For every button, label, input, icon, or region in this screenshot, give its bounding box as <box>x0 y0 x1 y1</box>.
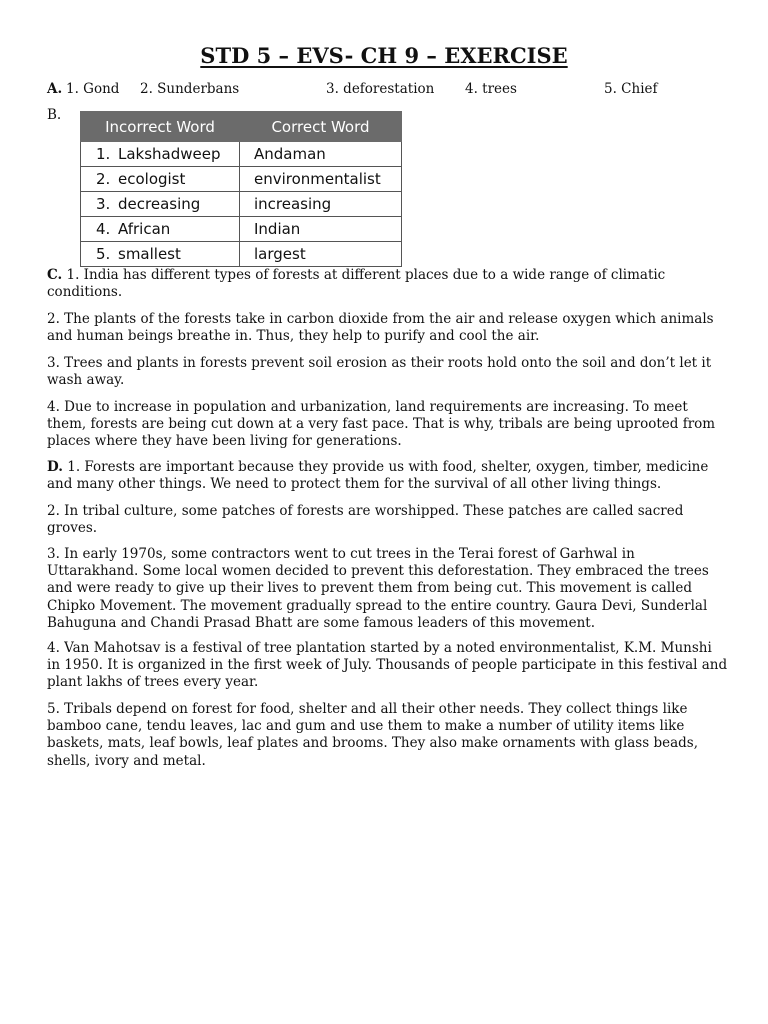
section-a-answer-5: 5. Chief <box>604 81 658 97</box>
section-c-answer-4: 4. Due to increase in population and urbanization, land requirements are increasing. To meet them, forests are being cut down at a very fast pace. That is why, tribals are being uprooted from places where they have been living for generations. <box>47 399 716 450</box>
incorrect-word: ecologist <box>118 170 186 188</box>
section-a-label: A. <box>47 81 63 97</box>
table-row <box>81 242 402 267</box>
section-d-answer-2: 2. In tribal culture, some patches of forests are worshipped. These patches are called sacred groves. <box>47 503 684 537</box>
incorrect-word-cell <box>81 142 240 167</box>
section-b-label: B. <box>47 107 62 123</box>
section-c-answer-3: 3. Trees and plants in forests prevent soil erosion as their roots hold onto the soil and don’t let it wash away. <box>47 355 712 389</box>
section-c-answer-2: 2. The plants of the forests take in carbon dioxide from the air and release oxygen which animals and human beings breathe in. Thus, they help to purify and cool the air. <box>47 311 714 345</box>
correct-word: increasing <box>240 192 402 217</box>
incorrect-word-cell <box>81 167 240 192</box>
correct-word: Andaman <box>240 142 402 167</box>
table-header-row <box>81 112 402 142</box>
section-a-answer-2: 2. Sunderbans <box>140 81 240 97</box>
incorrect-word: Lakshadweep <box>118 145 221 163</box>
table-row <box>81 142 402 167</box>
correct-word: largest <box>240 242 402 267</box>
table-row <box>81 217 402 242</box>
page-title <box>0 42 768 70</box>
section-a-answer-4: 4. trees <box>465 81 517 97</box>
correct-word: Indian <box>240 217 402 242</box>
row-number: 3. <box>96 195 111 213</box>
incorrect-word-cell <box>81 192 240 217</box>
incorrect-word-cell <box>81 217 240 242</box>
page-title-text: STD 5 – EVS- CH 9 – EXERCISE <box>200 43 568 68</box>
table-row <box>81 167 402 192</box>
row-number: 2. <box>96 170 111 188</box>
incorrect-word: African <box>118 220 171 238</box>
incorrect-word-cell <box>81 242 240 267</box>
table-row <box>81 192 402 217</box>
section-d-answer-3: 3. In early 1970s, some contractors went to cut trees in the Terai forest of Garhwal in Uttarakhand. Some local women decided to prevent this deforestation. They embraced the trees and were ready to give up their lives to prevent them from being cut. This movement is called Chipko Movement. The movement gradually spread to the entire country. Gaura Devi, Sunderlal Bahuguna and Chandi Prasad Bhatt are some famous leaders of this movement. <box>47 546 709 631</box>
header-incorrect-word: Incorrect Word <box>81 112 240 142</box>
section-a-answer-3: 3. deforestation <box>326 81 435 97</box>
section-d-answer-1 <box>47 459 729 493</box>
correct-word: environmentalist <box>240 167 402 192</box>
section-d-answer-5: 5. Tribals depend on forest for food, shelter and all their other needs. They collect things like bamboo cane, tendu leaves, lac and gum and use them to make a number of utility items like baskets, mats, leaf bowls, leaf plates and brooms. They also make ornaments with glass beads, shells, ivory and metal. <box>47 701 698 769</box>
incorrect-word: smallest <box>118 245 181 263</box>
incorrect-word: decreasing <box>118 195 201 213</box>
section-d-answer-4: 4. Van Mahotsav is a festival of tree plantation started by a noted environmentalist, K.M. Munshi in 1950. It is organized in the first week of July. Thousands of people participate in this festival and plant lakhs of trees every year. <box>47 640 728 691</box>
section-d-label: D. <box>47 459 63 475</box>
answer-text: 1. India has different types of forests at different places due to a wide range of climatic conditions. <box>47 267 666 301</box>
section-a-answer-1: 1. Gond <box>66 81 120 97</box>
row-number: 4. <box>96 220 111 238</box>
row-number: 5. <box>96 245 111 263</box>
word-correction-table <box>80 111 402 267</box>
answer-text: 1. Forests are important because they provide us with food, shelter, oxygen, timber, medicine and many other things. We need to protect them for the survival of all other living things. <box>47 459 709 493</box>
row-number: 1. <box>96 145 111 163</box>
section-c-label: C. <box>47 267 63 283</box>
header-correct-word: Correct Word <box>240 112 402 142</box>
section-c-answer-1 <box>47 267 729 301</box>
